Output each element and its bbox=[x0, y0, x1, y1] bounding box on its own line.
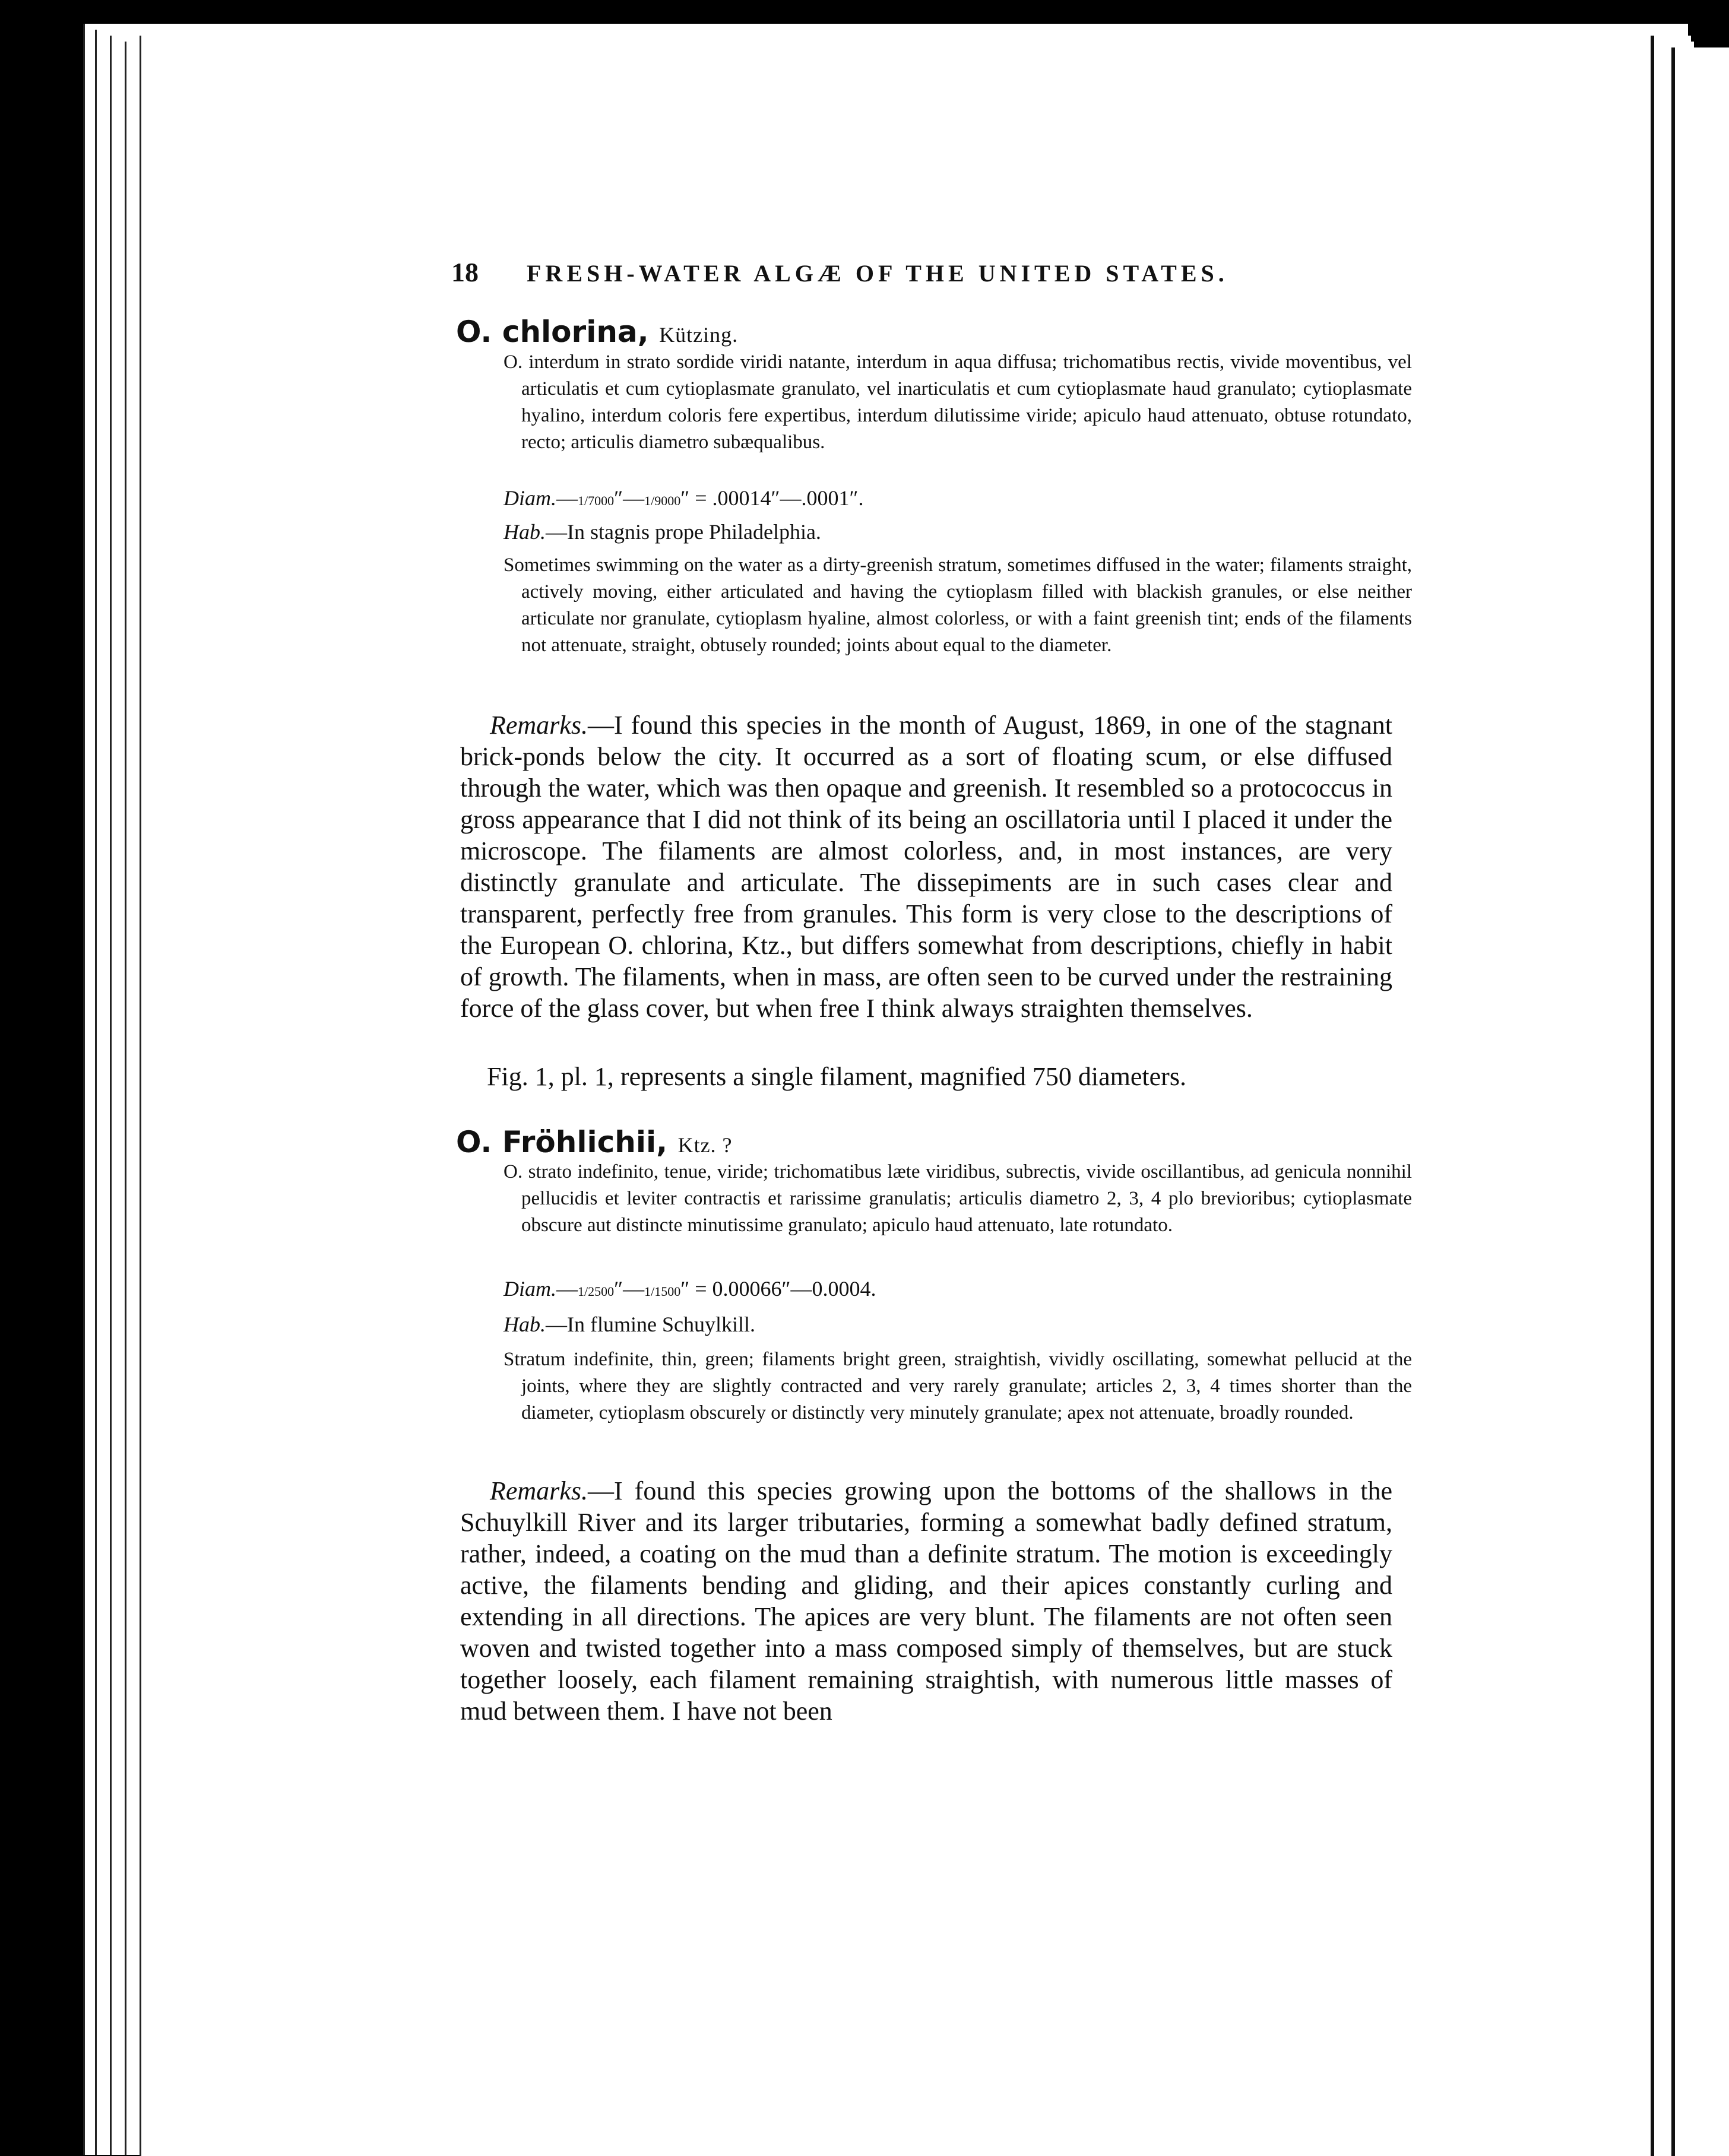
habitat-text: —In flumine Schuylkill. bbox=[546, 1312, 755, 1336]
diameter-fraction: 1/9000 bbox=[644, 493, 681, 508]
remarks-label: Remarks. bbox=[490, 1476, 588, 1505]
remarks-paragraph bbox=[460, 709, 1392, 1024]
species-authority: Ktz. ? bbox=[677, 1133, 733, 1157]
diameter-fraction: 1/2500 bbox=[578, 1284, 615, 1299]
species-name: O. Fröhlichii, bbox=[456, 1125, 668, 1159]
running-title: FRESH-WATER ALGÆ OF THE UNITED STATES. bbox=[527, 260, 1228, 287]
figure-note: Fig. 1, pl. 1, represents a single filament, magnified 750 diameters. bbox=[487, 1062, 1186, 1091]
species-heading bbox=[456, 315, 1400, 349]
english-description: Stratum indefinite, thin, green; filaments bright green, straightish, vividly oscillating, somewhat pellucid at the joints, where they are slightly contracted and very rarely granulate; articles 2, 3, 4 times shorter than the diameter, cytioplasm obscurely or distinctly very minutely granulate; apex not attenuate, broadly rounded. bbox=[504, 1349, 1412, 1423]
remarks-text: —I found this species growing upon the bottoms of the shallows in the Schuylkill River and its larger tributaries, forming a somewhat badly defined stratum, rather, indeed, a coating on the mud than a definite stratum. The motion is exceedingly active, the filaments bending and gliding, and their apices constantly curling and extending in all directions. The apices are very blunt. The filaments are not often seen woven and twisted together into a mass composed simply of themselves, but are stuck together loosely, each filament remaining straightish, with numerous little masses of mud between them. I have not been bbox=[460, 1476, 1392, 1726]
remarks-label: Remarks. bbox=[490, 711, 588, 740]
species-name: O. chlorina, bbox=[456, 315, 649, 349]
diameter-line: Diam.—1/2500″—1/1500″ = 0.00066″—0.0004. bbox=[504, 1277, 876, 1301]
diameter-fraction: 1/7000 bbox=[578, 493, 615, 508]
diameter-label: Diam. bbox=[504, 1277, 556, 1301]
diameter-label: Diam. bbox=[504, 486, 556, 510]
habitat-label: Hab. bbox=[504, 1312, 546, 1336]
english-description: Sometimes swimming on the water as a dirty-greenish stratum, sometimes diffused in the water; filaments straight, actively moving, either articulated and having the cytioplasm filled with blackish granules, or else neither articulate nor granulate, cytioplasm hyaline, almost colorless, or with a faint greenish tint; ends of the filaments not attenuate, straight, obtusely rounded; joints about equal to the diameter. bbox=[504, 554, 1412, 656]
diameter-line: Diam.—1/7000″—1/9000″ = .00014″—.0001″. bbox=[504, 486, 864, 510]
habitat-line bbox=[504, 1312, 755, 1337]
diameter-value: = 0.00066″—0.0004. bbox=[695, 1277, 876, 1301]
page-number: 18 bbox=[451, 257, 479, 287]
species-authority: Kützing. bbox=[659, 323, 739, 347]
remarks-text: —I found this species in the month of August, 1869, in one of the stagnant brick-ponds below the city. It occurred as a sort of floating scum, or else diffused through the water, which was then opaque and greenish. It resembled so a protococcus in gross appearance that I did not think of its being an oscillatoria until I placed it under the microscope. The filaments are almost colorless, and, in most instances, are very distinctly granulate and articulate. The dissepiments are in such cases clear and transparent, perfectly free from granules. This form is very close to the descriptions of the European O. chlorina, Ktz., but differs somewhat from descriptions, chiefly in habit of growth. The filaments, when in mass, are often seen to be curved under the restraining force of the glass cover, but when free I think always straighten themselves. bbox=[460, 711, 1392, 1023]
facing-page bbox=[1660, 47, 1729, 2156]
running-header bbox=[451, 256, 1579, 288]
habitat-line bbox=[504, 519, 821, 544]
habitat-text: —In stagnis prope Philadelphia. bbox=[546, 520, 821, 544]
latin-description: O. strato indefinito, tenue, viride; trichomatibus læte viridibus, subrectis, vivide oscillantibus, ad genicula nonnihil pellucidis et leviter contractis et rarissime granulatis; articulis diametro 2, 3, 4 plo brevioribus; cytioplasmate obscure aut distincte minutissime granulato; apiculo haud attenuato, late rotundato. bbox=[504, 1161, 1412, 1236]
diameter-fraction: 1/1500 bbox=[644, 1284, 681, 1299]
diameter-value: = .00014″—.0001″. bbox=[695, 486, 864, 510]
habitat-label: Hab. bbox=[504, 520, 546, 544]
latin-description: O. interdum in strato sordide viridi natante, interdum in aqua diffusa; trichomatibus rectis, vivide moventibus, vel articulatis et cum cytioplasmate granulato, vel inarticulatis et cum cytioplasmate haud granulato; cytioplasmate hyalino, interdum coloris fere expertibus, interdum dilutissime viride; apiculo haud attenuato, obtuse rotundato, recto; articulis diametro subæqualibus. bbox=[504, 351, 1412, 453]
remarks-paragraph bbox=[460, 1475, 1392, 1727]
species-heading bbox=[456, 1125, 1400, 1159]
book-gutter bbox=[1651, 36, 1654, 2156]
